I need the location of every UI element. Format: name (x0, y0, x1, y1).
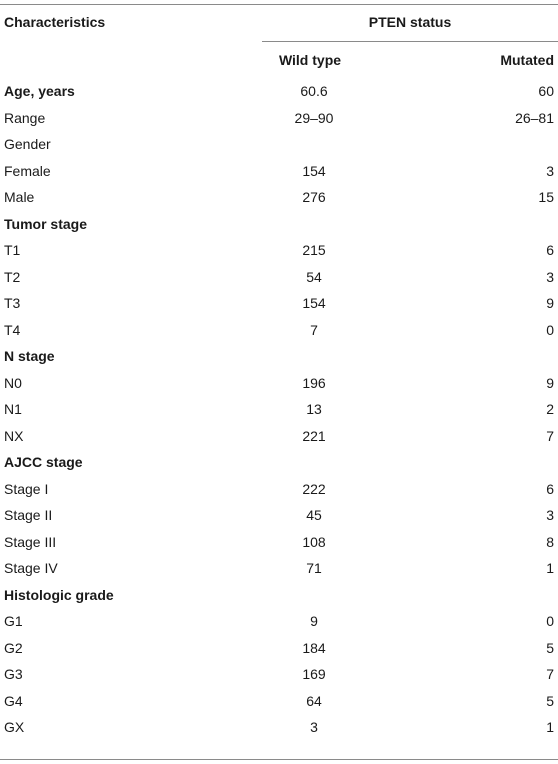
row-wild-type-value: 29–90 (294, 109, 334, 126)
row-wild-type-value: 9 (310, 613, 318, 630)
table-row (0, 449, 558, 476)
row-label: Histologic grade (4, 586, 114, 603)
row-label: T1 (4, 242, 21, 259)
row-mutated-value: 3 (546, 162, 554, 179)
row-wild-type-value: 169 (302, 666, 326, 683)
row-mutated-value: 0 (546, 321, 554, 338)
table-row (0, 211, 558, 238)
table-row (0, 529, 558, 556)
row-mutated-value: 9 (546, 374, 554, 391)
row-label: Male (4, 189, 35, 206)
row-mutated-value (362, 343, 558, 370)
row-label: G4 (4, 692, 23, 709)
row-wild-type-value: 184 (302, 639, 326, 656)
table-row (0, 635, 558, 662)
row-wild-type-value: 154 (302, 162, 326, 179)
table-row (0, 343, 558, 370)
row-label: T4 (4, 321, 21, 338)
header-pten-status: PTEN status (368, 14, 452, 30)
row-wild-type-value: 64 (306, 692, 322, 709)
row-label: AJCC stage (4, 454, 83, 471)
row-label: G2 (4, 639, 23, 656)
row-label: G3 (4, 666, 23, 683)
row-wild-type-value: 154 (302, 295, 326, 312)
table-row (0, 158, 558, 185)
row-mutated-value: 2 (546, 401, 554, 418)
table-row (0, 661, 558, 688)
table-row (0, 105, 558, 132)
row-wild-type-value: 215 (302, 242, 326, 259)
row-label: G1 (4, 613, 23, 630)
row-wild-type-value (266, 449, 362, 476)
top-rule (0, 4, 558, 5)
row-label: Stage IV (4, 560, 58, 577)
row-mutated-value: 5 (546, 692, 554, 709)
header-wild-type: Wild type (278, 52, 342, 68)
row-wild-type-value: 108 (302, 533, 326, 550)
row-label: N stage (4, 348, 55, 365)
row-label: Tumor stage (4, 215, 87, 232)
row-mutated-value: 1 (546, 719, 554, 736)
row-wild-type-value: 71 (306, 560, 322, 577)
table-row (0, 688, 558, 715)
row-label: N0 (4, 374, 22, 391)
row-label: GX (4, 719, 25, 736)
row-mutated-value (362, 449, 558, 476)
table-row (0, 184, 558, 211)
header-mutated: Mutated (500, 52, 554, 68)
row-wild-type-value (266, 343, 362, 370)
bottom-rule (0, 759, 558, 760)
table-row (0, 78, 558, 105)
row-mutated-value: 1 (546, 560, 554, 577)
table-body (0, 78, 558, 741)
row-mutated-value (362, 131, 558, 158)
row-label: Stage I (4, 480, 49, 497)
header-subrule (262, 41, 558, 42)
row-mutated-value (362, 211, 558, 238)
row-wild-type-value: 60.6 (300, 83, 328, 100)
table-row (0, 502, 558, 529)
table-row (0, 317, 558, 344)
row-label: T3 (4, 295, 21, 312)
table-row (0, 131, 558, 158)
row-label: Age, years (4, 83, 75, 100)
row-wild-type-value: 222 (302, 480, 326, 497)
row-label: Stage III (4, 533, 57, 550)
row-wild-type-value (266, 582, 362, 609)
row-label: Stage II (4, 507, 53, 524)
row-wild-type-value: 196 (302, 374, 326, 391)
table-row (0, 264, 558, 291)
row-wild-type-value (266, 131, 362, 158)
table-row (0, 582, 558, 609)
table-row (0, 290, 558, 317)
table-row (0, 714, 558, 741)
row-label: NX (4, 427, 24, 444)
row-mutated-value: 8 (546, 533, 554, 550)
row-mutated-value: 7 (546, 666, 554, 683)
row-mutated-value: 9 (546, 295, 554, 312)
row-mutated-value: 6 (546, 242, 554, 259)
row-mutated-value: 7 (546, 427, 554, 444)
table-row (0, 237, 558, 264)
table-row (0, 396, 558, 423)
row-mutated-value: 3 (546, 507, 554, 524)
table-row (0, 476, 558, 503)
row-mutated-value: 0 (546, 613, 554, 630)
table-row (0, 370, 558, 397)
row-mutated-value: 6 (546, 480, 554, 497)
table-row (0, 608, 558, 635)
row-mutated-value: 3 (546, 268, 554, 285)
row-wild-type-value: 3 (310, 719, 318, 736)
row-wild-type-value (266, 211, 362, 238)
row-label: Gender (4, 136, 51, 153)
row-mutated-value (362, 582, 558, 609)
row-wild-type-value: 45 (306, 507, 322, 524)
row-label: Range (4, 109, 46, 126)
row-mutated-value: 60 (538, 83, 554, 100)
row-wild-type-value: 13 (306, 401, 322, 418)
table-row (0, 555, 558, 582)
row-label: T2 (4, 268, 21, 285)
row-wild-type-value: 54 (306, 268, 322, 285)
row-mutated-value: 5 (546, 639, 554, 656)
header-characteristics: Characteristics (4, 14, 106, 30)
row-wild-type-value: 276 (302, 189, 326, 206)
row-mutated-value: 26–81 (515, 109, 554, 126)
row-wild-type-value: 221 (302, 427, 326, 444)
row-label: N1 (4, 401, 22, 418)
row-mutated-value: 15 (538, 189, 554, 206)
row-label: Female (4, 162, 51, 179)
row-wild-type-value: 7 (310, 321, 318, 338)
table-row (0, 423, 558, 450)
